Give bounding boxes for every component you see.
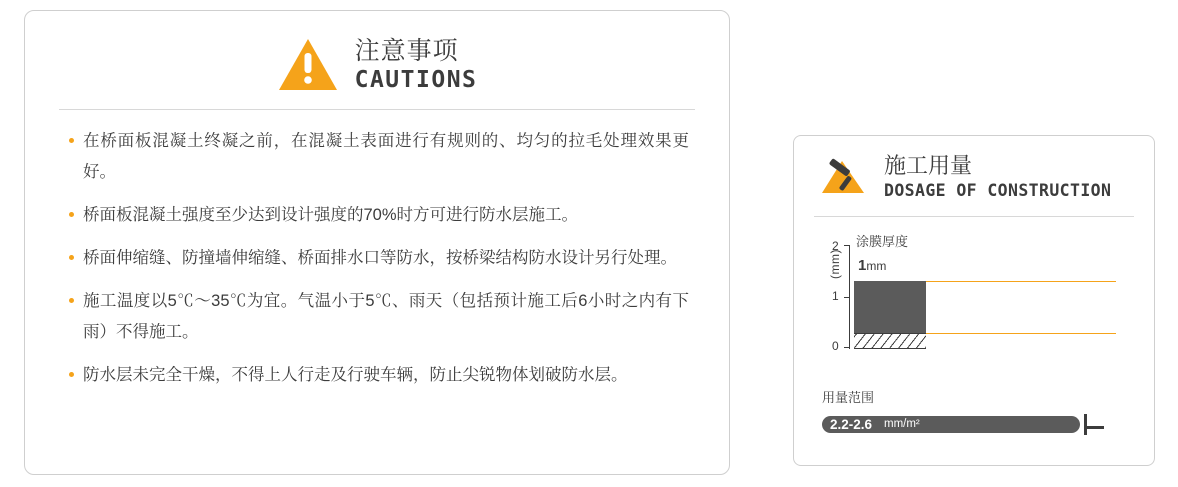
dosage-divider: [814, 216, 1134, 217]
thickness-guide-line-bottom: [926, 333, 1116, 334]
thickness-value: [858, 257, 886, 274]
dosage-header: [794, 136, 1154, 214]
range-unit: mm/m²: [884, 418, 920, 431]
cautions-list: [25, 120, 729, 391]
dosage-title-cn: 施工用量: [884, 153, 973, 178]
list-item: 防水层未完全干燥，不得上人行走及行驶车辆，防止尖锐物体划破防水层。: [69, 360, 689, 391]
axis-tick: [844, 245, 850, 246]
paint-roller-icon: [816, 155, 870, 199]
dosage-range: [794, 387, 1154, 436]
cautions-title-en: CAUTIONS: [354, 66, 478, 93]
list-item: 在桥面板混凝土终凝之前，在混凝土表面进行有规则的、均匀的拉毛处理效果更好。: [69, 126, 689, 188]
thickness-diagram: [794, 231, 1154, 381]
axis-tick-label: 2: [832, 239, 839, 254]
roller-handle-horizontal: [1084, 426, 1104, 429]
roller-bar-graphic: [822, 414, 1108, 436]
thickness-value-unit: mm: [866, 259, 887, 274]
axis-tick: [844, 347, 850, 348]
list-item: 桥面板混凝土强度至少达到设计强度的70%时方可进行防水层施工。: [69, 200, 689, 231]
header-divider: [59, 109, 695, 110]
axis-tick: [844, 297, 850, 298]
dosage-title-en: DOSAGE OF CONSTRUCTION: [884, 181, 1112, 201]
list-item: 施工温度以5℃～35℃为宜。气温小于5℃、雨天（包括预计施工后6小时之内有下雨）不得施工。: [69, 286, 689, 348]
dosage-panel: [793, 135, 1155, 466]
dosage-titles: [884, 154, 1111, 200]
thickness-value-number: 1: [858, 257, 867, 275]
axis-tick-label: 0: [832, 339, 839, 354]
roller-handle-vertical: [1084, 414, 1087, 435]
thickness-axis-unit: (mm): [828, 249, 842, 280]
axis-tick-label: 1: [832, 289, 839, 304]
thickness-chart-title: 涂膜厚度: [856, 234, 909, 250]
range-value: 2.2-2.6: [830, 417, 873, 433]
substrate-hatch: [854, 333, 926, 349]
cautions-title-cn: 注意事项: [354, 37, 459, 66]
cautions-header: [25, 11, 729, 109]
list-item: 桥面伸缩缝、防撞墙伸缩缝、桥面排水口等防水，按桥梁结构防水设计另行处理。: [69, 243, 689, 274]
cautions-panel: [24, 10, 730, 475]
warning-triangle-icon: [277, 37, 339, 93]
film-block: [854, 281, 926, 333]
thickness-guide-line-top: [926, 281, 1116, 282]
range-title: 用量范围: [822, 390, 875, 406]
cautions-titles: [355, 38, 478, 91]
